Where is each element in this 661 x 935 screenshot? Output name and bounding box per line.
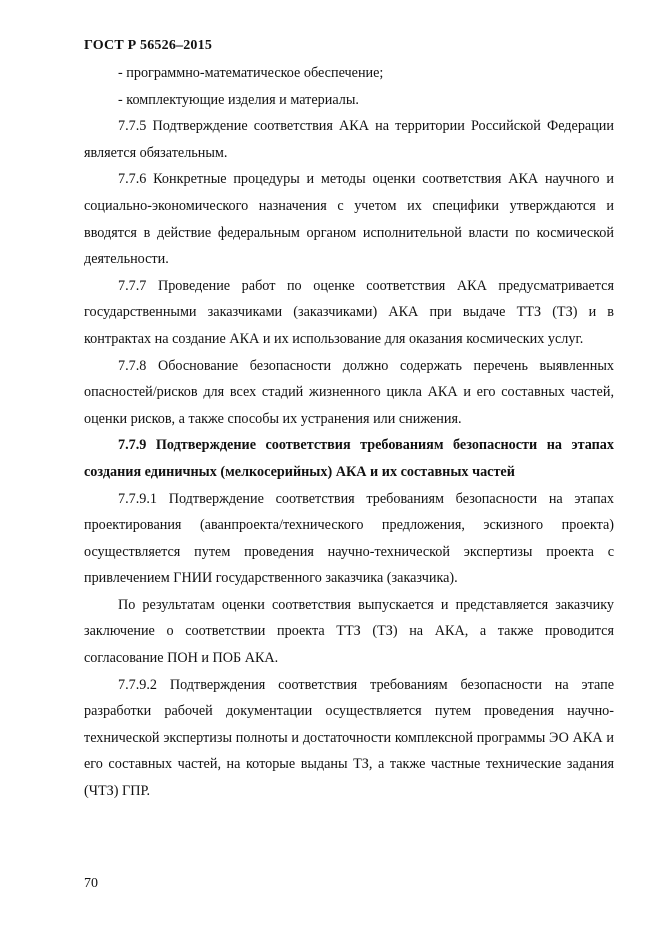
paragraph-7-7-9-1: 7.7.9.1 Подтверждение соответствия требованиям безопасности на этапах проектирования (аванпроекта/технического предложения, эскизного проекта) осуществляется путем проведения научно-технической экспертизы проекта с привлечением ГНИИ государственного заказчика (заказчика). bbox=[84, 490, 614, 587]
paragraph-assessment-results: По результатам оценки соответствия выпускается и представляется заказчику заключение о соответствии проекта ТТЗ (ТЗ) на АКА, а также проводится согласование ПОН и ПОБ АКА. bbox=[84, 596, 614, 667]
paragraph-7-7-7: 7.7.7 Проведение работ по оценке соответствия АКА предусматривается государственными заказчиками (заказчиками) АКА при выдаче ТТЗ (ТЗ) и в контрактах на создание АКА и их использование для оказания космических услуг. bbox=[84, 277, 614, 347]
page-number: 70 bbox=[84, 876, 98, 891]
paragraph-7-7-8: 7.7.8 Обоснование безопасности должно содержать перечень выявленных опасностей/рисков для всех стадий жизненного цикла АКА и его составных частей, оценки рисков, а также способы их устранения или снижения. bbox=[84, 357, 614, 427]
section-heading-7-7-9: 7.7.9 Подтверждение соответствия требованиям безопасности на этапах создания единичных (мелкосерийных) АКА и их составных частей bbox=[84, 437, 614, 480]
paragraph-7-7-6: 7.7.6 Конкретные процедуры и методы оценки соответствия АКА научного и социально-экономического назначения с учетом их специфики утверждаются и вводятся в действие федеральным органом исполнительной власти по космической деятельности. bbox=[84, 171, 614, 268]
list-item-components: - комплектующие изделия и материалы. bbox=[118, 91, 359, 108]
paragraph-7-7-9-2: 7.7.9.2 Подтверждения соответствия требованиям безопасности на этапе разработки рабочей документации осуществляется путем проведения научно-технической экспертизы полноты и достаточности комплексной программы ЭО АКА и его составных частей, на которые выданы ТЗ, а также частные технические задания (ЧТЗ) ГПР. bbox=[84, 676, 614, 800]
document-body bbox=[84, 60, 614, 805]
list-item-software: - программно-математическое обеспечение; bbox=[118, 65, 384, 81]
standard-header: ГОСТ Р 56526–2015 bbox=[84, 38, 213, 53]
paragraph-7-7-5: 7.7.5 Подтверждение соответствия АКА на территории Российской Федерации является обязательным. bbox=[84, 118, 614, 161]
